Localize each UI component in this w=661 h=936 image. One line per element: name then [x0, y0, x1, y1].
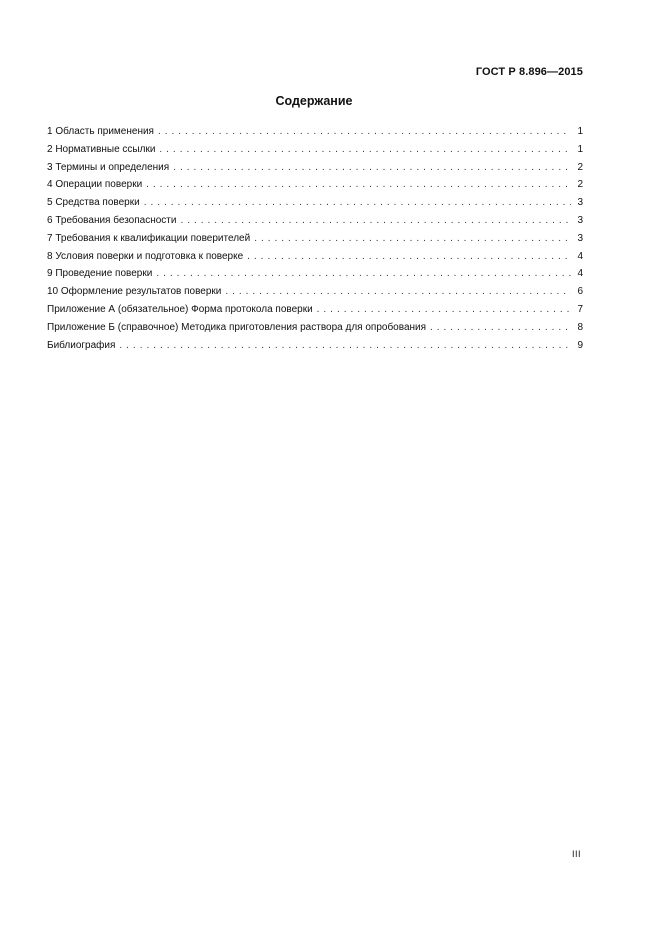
- toc-entry-page: 8: [577, 321, 583, 333]
- toc-entry-label: 4 Операции поверки: [47, 179, 143, 191]
- toc-entry[interactable]: [47, 322, 583, 340]
- toc-entry-label: 2 Нормативные ссылки: [47, 143, 156, 155]
- toc-entry[interactable]: [47, 144, 583, 162]
- toc-entry-page: 7: [577, 303, 583, 315]
- toc-entry-label: Приложение Б (справочное) Методика приготовления раствора для опробования: [47, 321, 427, 333]
- toc-entry-page: 2: [577, 161, 583, 173]
- toc-entry-label: 5 Средства поверки: [47, 197, 140, 209]
- toc-dot-leader: [317, 304, 571, 315]
- toc-entry[interactable]: [47, 268, 583, 286]
- toc-entry[interactable]: [47, 126, 583, 144]
- toc-dot-leader: [180, 215, 571, 226]
- document-code: ГОСТ Р 8.896—2015: [475, 66, 583, 78]
- toc-dot-leader: [146, 179, 571, 190]
- toc-entry-page: 4: [577, 250, 583, 262]
- toc-entry[interactable]: [47, 340, 583, 358]
- toc-entry[interactable]: [47, 162, 583, 180]
- toc-entry-page: 3: [577, 197, 583, 209]
- toc-dot-leader: [254, 233, 571, 244]
- toc-dot-leader: [159, 144, 571, 155]
- toc-entry-label: 8 Условия поверки и подготовка к поверке: [47, 250, 244, 262]
- toc-entry-page: 4: [577, 268, 583, 280]
- table-of-contents: [47, 126, 583, 357]
- toc-entry-page: 2: [577, 179, 583, 191]
- toc-dot-leader: [173, 162, 571, 173]
- toc-entry-label: 1 Область применения: [47, 126, 154, 137]
- toc-entry-label: Приложение А (обязательное) Форма протокола поверки: [47, 303, 313, 315]
- toc-entry-page: 3: [577, 214, 583, 226]
- toc-entry-label: 7 Требования к квалификации поверителей: [47, 232, 251, 244]
- toc-entry[interactable]: [47, 215, 583, 233]
- toc-dot-leader: [430, 322, 571, 333]
- toc-entry[interactable]: [47, 233, 583, 251]
- toc-dot-leader: [119, 340, 571, 351]
- toc-entry[interactable]: [47, 251, 583, 269]
- toc-entry[interactable]: [47, 179, 583, 197]
- toc-entry[interactable]: [47, 197, 583, 215]
- toc-entry-label: 3 Термины и определения: [47, 161, 170, 173]
- toc-dot-leader: [225, 286, 571, 297]
- toc-entry-label: 9 Проведение поверки: [47, 268, 153, 280]
- toc-entry-page: 1: [577, 126, 583, 137]
- toc-dot-leader: [247, 251, 571, 262]
- toc-entry[interactable]: [47, 304, 583, 322]
- toc-entry-page: 9: [577, 339, 583, 351]
- toc-title: Содержание: [275, 94, 353, 108]
- toc-entry-label: 6 Требования безопасности: [47, 214, 177, 226]
- page-number: III: [571, 849, 581, 859]
- toc-entry[interactable]: [47, 286, 583, 304]
- toc-dot-leader: [144, 197, 571, 208]
- toc-entry-page: 3: [577, 232, 583, 244]
- toc-dot-leader: [156, 268, 571, 279]
- toc-entry-page: 1: [577, 143, 583, 155]
- toc-entry-label: 10 Оформление результатов поверки: [47, 286, 222, 298]
- toc-entry-page: 6: [577, 286, 583, 298]
- toc-dot-leader: [158, 126, 571, 137]
- toc-entry-label: Библиография: [47, 339, 116, 351]
